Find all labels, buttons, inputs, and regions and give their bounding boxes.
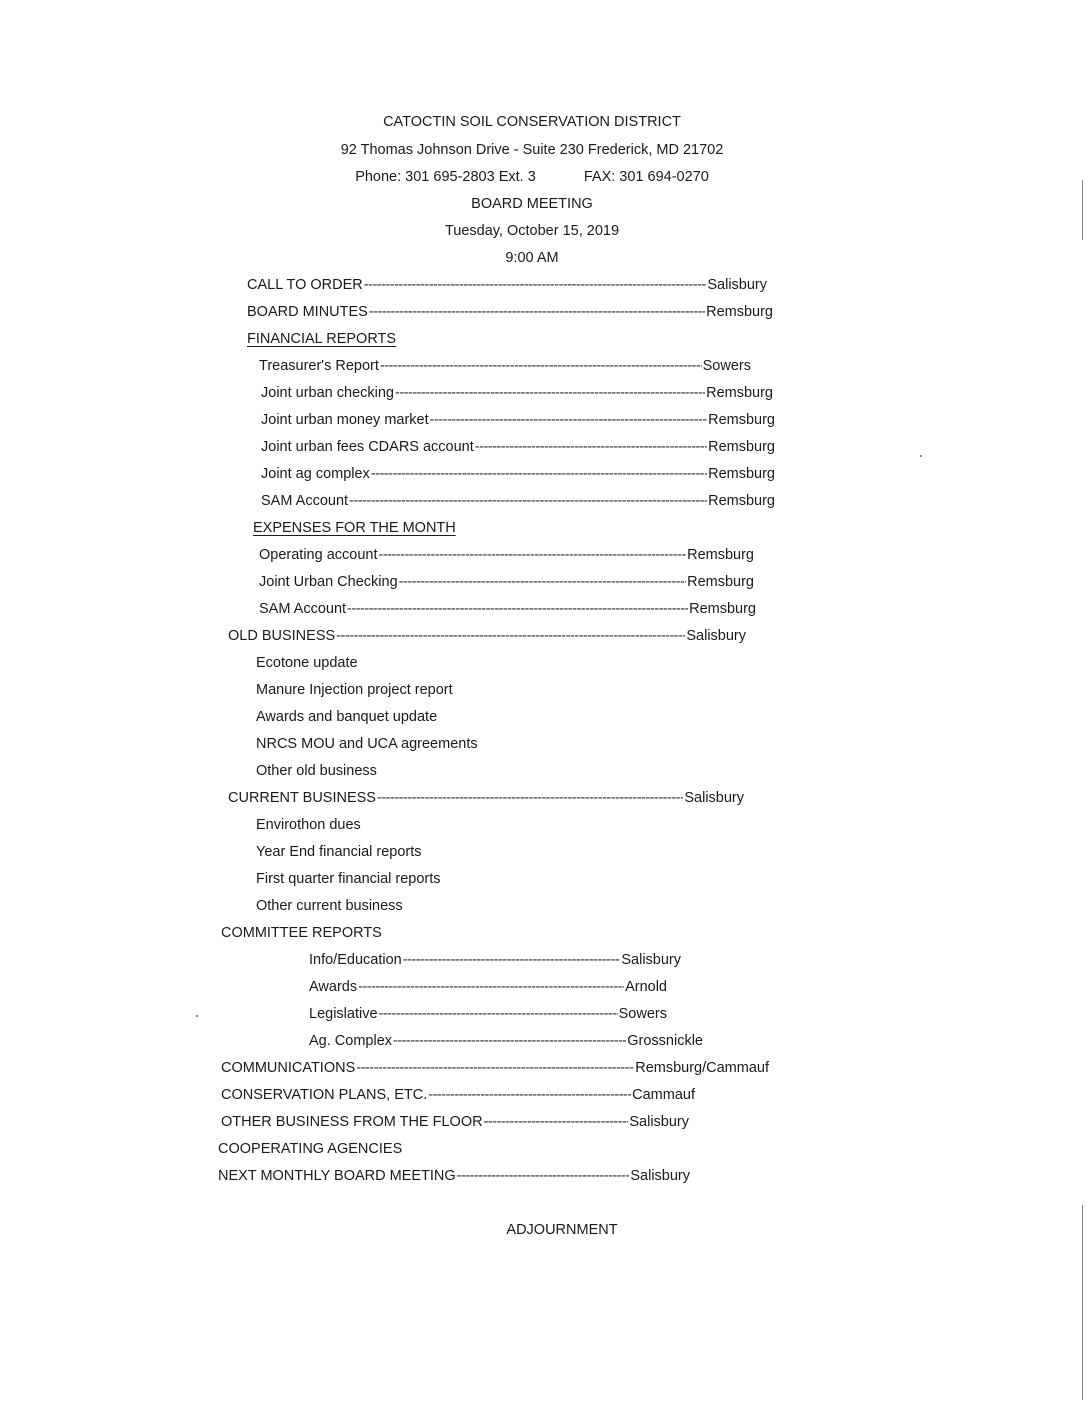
item-person: Remsburg/Cammauf: [635, 1060, 769, 1076]
item-person: Remsburg: [708, 493, 775, 509]
expense-item: [259, 574, 754, 590]
leader-dots: [457, 1168, 630, 1184]
item-person: Salisbury: [707, 277, 767, 293]
item-person: Remsburg: [687, 547, 754, 563]
leader-dots: [364, 277, 707, 293]
leader-dots: [428, 1087, 631, 1103]
item-label: Legislative: [309, 1006, 378, 1022]
committee-reports-heading: COMMITTEE REPORTS: [221, 925, 382, 941]
leader-dots: [377, 790, 683, 806]
scan-edge-mark: [1082, 180, 1083, 240]
scan-speck: [196, 1015, 198, 1017]
item-label: SAM Account: [261, 493, 349, 509]
item-person: Salisbury: [686, 628, 746, 644]
item-person: Salisbury: [630, 1168, 690, 1184]
old-business-item: Awards and banquet update: [256, 709, 438, 725]
old-business-item: Ecotone update: [256, 655, 358, 671]
current-business-item: First quarter financial reports: [256, 871, 441, 887]
item-label: OTHER BUSINESS FROM THE FLOOR: [221, 1114, 483, 1130]
item-label: COMMUNICATIONS: [221, 1060, 356, 1076]
item-label: Joint urban fees CDARS account: [261, 439, 474, 455]
meeting-date: Tuesday, October 15, 2019: [444, 223, 620, 239]
old-business-item: Other old business: [256, 763, 377, 779]
item-label: OLD BUSINESS: [228, 628, 336, 644]
item-label: Awards: [309, 979, 358, 995]
meeting-time: 9:00 AM: [505, 250, 559, 266]
expense-item: [259, 601, 756, 617]
cooperating-agencies: COOPERATING AGENCIES: [218, 1141, 403, 1157]
leader-dots: [379, 547, 687, 563]
old-business-item: NRCS MOU and UCA agreements: [256, 736, 478, 752]
leader-dots: [347, 601, 688, 617]
current-business-item: Envirothon dues: [256, 817, 361, 833]
fax: FAX: 301 694-0270: [583, 169, 709, 185]
item-label: Info/Education: [309, 952, 402, 968]
item-person: Remsburg: [708, 466, 775, 482]
adjournment: ADJOURNMENT: [506, 1222, 618, 1238]
item-person: Sowers: [702, 358, 751, 374]
item-label: Joint urban checking: [261, 385, 394, 401]
next-meeting-row: [218, 1168, 690, 1184]
item-person: Remsburg: [706, 304, 773, 320]
leader-dots: [475, 439, 707, 455]
item-person: Salisbury: [621, 952, 681, 968]
leader-dots: [369, 304, 705, 320]
old-business-row: [228, 628, 746, 644]
item-person: Sowers: [618, 1006, 667, 1022]
current-business-row: [228, 790, 744, 806]
item-label: Joint urban money market: [261, 412, 429, 428]
item-person: Remsburg: [687, 574, 754, 590]
committee-item: [309, 1033, 703, 1049]
item-label: NEXT MONTHLY BOARD MEETING: [218, 1168, 456, 1184]
item-label: CONSERVATION PLANS, ETC.: [221, 1087, 428, 1103]
meeting-title: BOARD MEETING: [471, 196, 593, 212]
conservation-plans-row: [221, 1087, 695, 1103]
committee-item: [309, 979, 667, 995]
contact-line: [0, 169, 1064, 185]
item-label: BOARD MINUTES: [247, 304, 368, 320]
address: 92 Thomas Johnson Drive - Suite 230 Frederick, MD 21702: [340, 142, 724, 158]
item-label: Joint Urban Checking: [259, 574, 398, 590]
leader-dots: [484, 1114, 629, 1130]
leader-dots: [371, 466, 707, 482]
expenses-heading: EXPENSES FOR THE MONTH: [253, 520, 456, 536]
call-to-order-row: [247, 277, 767, 293]
item-person: Remsburg: [708, 439, 775, 455]
board-minutes-row: [247, 304, 773, 320]
communications-row: [221, 1060, 769, 1076]
leader-dots: [358, 979, 624, 995]
leader-dots: [430, 412, 707, 428]
current-business-item: Other current business: [256, 898, 403, 914]
item-person: Remsburg: [689, 601, 756, 617]
org-name: CATOCTIN SOIL CONSERVATION DISTRICT: [383, 114, 681, 130]
leader-dots: [395, 385, 705, 401]
leader-dots: [380, 358, 702, 374]
item-person: Grossnickle: [627, 1033, 703, 1049]
item-person: Remsburg: [708, 412, 775, 428]
financial-reports-heading: FINANCIAL REPORTS: [247, 331, 397, 347]
scan-speck: [920, 455, 922, 457]
leader-dots: [356, 1060, 634, 1076]
financial-item: [259, 358, 751, 374]
phone: Phone: 301 695-2803 Ext. 3: [355, 169, 536, 185]
leader-dots: [336, 628, 685, 644]
financial-item: [261, 493, 775, 509]
item-label: Operating account: [259, 547, 378, 563]
item-person: Remsburg: [706, 385, 773, 401]
item-label: SAM Account: [259, 601, 347, 617]
item-person: Cammauf: [632, 1087, 695, 1103]
leader-dots: [379, 1006, 618, 1022]
item-label: Joint ag complex: [261, 466, 370, 482]
leader-dots: [349, 493, 707, 509]
expense-item: [259, 547, 754, 563]
item-person: Salisbury: [684, 790, 744, 806]
leader-dots: [403, 952, 621, 968]
item-person: Salisbury: [629, 1114, 689, 1130]
item-label: Treasurer's Report: [259, 358, 379, 374]
old-business-item: Manure Injection project report: [256, 682, 453, 698]
financial-item: [261, 439, 775, 455]
financial-item: [261, 412, 775, 428]
item-label: Ag. Complex: [309, 1033, 393, 1049]
current-business-item: Year End financial reports: [256, 844, 422, 860]
leader-dots: [399, 574, 686, 590]
committee-item: [309, 952, 681, 968]
financial-item: [261, 466, 775, 482]
committee-item: [309, 1006, 667, 1022]
leader-dots: [393, 1033, 626, 1049]
financial-item: [261, 385, 773, 401]
scan-edge-mark: [1082, 1205, 1083, 1400]
item-label: CURRENT BUSINESS: [228, 790, 376, 806]
item-label: CALL TO ORDER: [247, 277, 363, 293]
item-person: Arnold: [625, 979, 667, 995]
other-business-row: [221, 1114, 689, 1130]
